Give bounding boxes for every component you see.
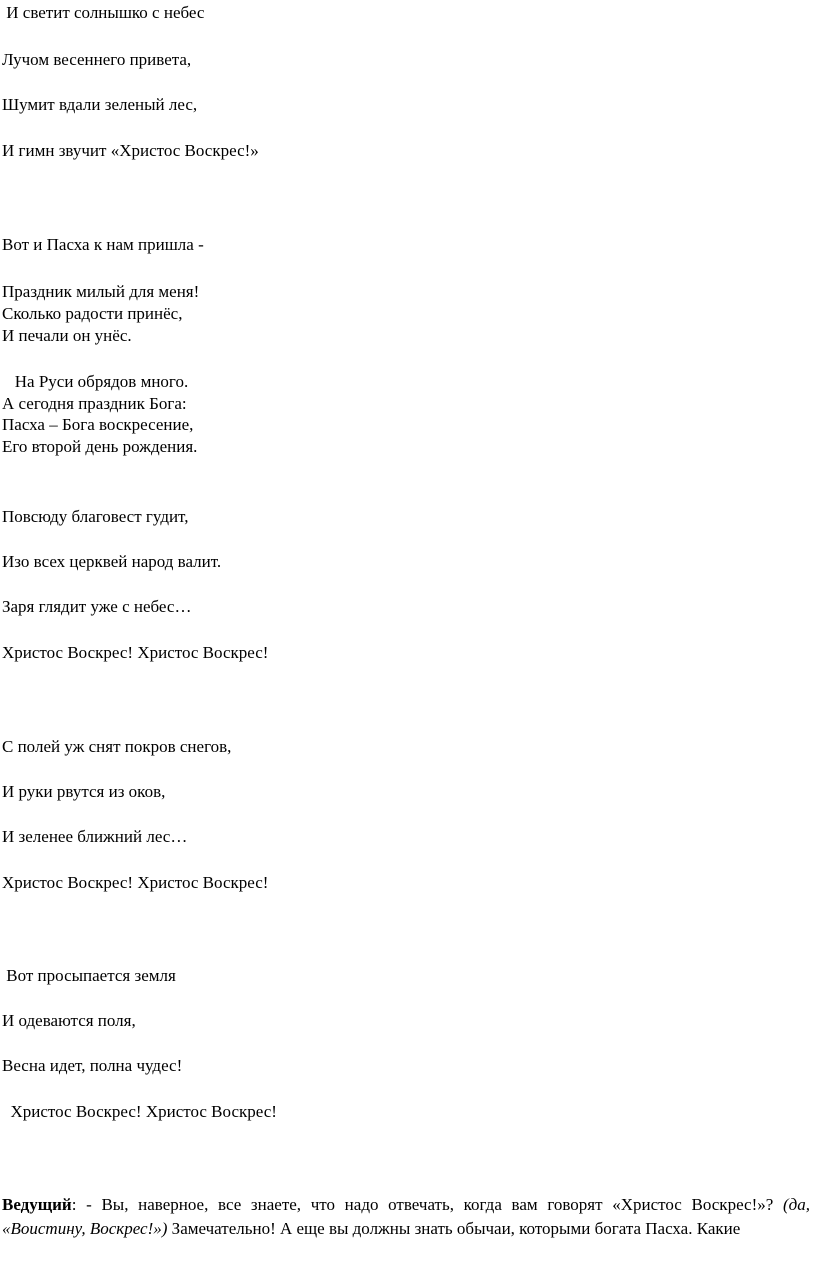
- poem-line: Изо всех церквей народ валит.: [2, 552, 222, 571]
- poem-line: На Руси обрядов много.: [2, 372, 189, 391]
- poem-line: И зеленее ближний лес…: [2, 827, 188, 846]
- poem-line: И гимн звучит «Христос Воскрес!»: [2, 141, 259, 160]
- poem-line: И печали он унёс.: [2, 326, 132, 345]
- poem-line: Повсюду благовест гудит,: [2, 507, 189, 526]
- host-question: : - Вы, наверное, все знаете, что надо отвечать, когда вам говорят «Христос Воскрес!»?: [71, 1195, 774, 1214]
- host-continuation: Замечательно! А еще вы должны знать обычаи, которыми богата Пасха. Какие: [167, 1219, 741, 1238]
- poem-line: И одеваются поля,: [2, 1011, 136, 1030]
- poem-line: Праздник милый для меня!: [2, 282, 200, 301]
- poem-line: Христос Воскрес! Христос Воскрес!: [2, 873, 269, 892]
- poem-line: Лучом весеннего привета,: [2, 50, 192, 69]
- poem-line: Шумит вдали зеленый лес,: [2, 95, 198, 114]
- poem-line: Вот просыпается земля: [2, 966, 176, 985]
- poem-line: Сколько радости принёс,: [2, 304, 183, 323]
- poem-line: А сегодня праздник Бога:: [2, 394, 187, 413]
- poem-line: Весна идет, полна чудес!: [2, 1056, 183, 1075]
- poem-line: И руки рвутся из оков,: [2, 782, 166, 801]
- poem-line: Христос Воскрес! Христос Воскрес!: [2, 1102, 277, 1121]
- poem-line: Его второй день рождения.: [2, 437, 198, 456]
- poem-line: Вот и Пасха к нам пришла -: [2, 235, 204, 254]
- poem-line: И светит солнышко с небес: [2, 3, 205, 22]
- speaker-label: Ведущий: [2, 1195, 72, 1214]
- host-paragraph: [2, 1193, 810, 1241]
- poem-line: Христос Воскрес! Христос Воскрес!: [2, 643, 269, 662]
- audience-answer: (да, «Воистину, Воскрес!»): [2, 1195, 810, 1238]
- poem-line: С полей уж снят покров снегов,: [2, 737, 232, 756]
- poem-line: Заря глядит уже с небес…: [2, 597, 192, 616]
- poem-line: Пасха – Бога воскресение,: [2, 415, 194, 434]
